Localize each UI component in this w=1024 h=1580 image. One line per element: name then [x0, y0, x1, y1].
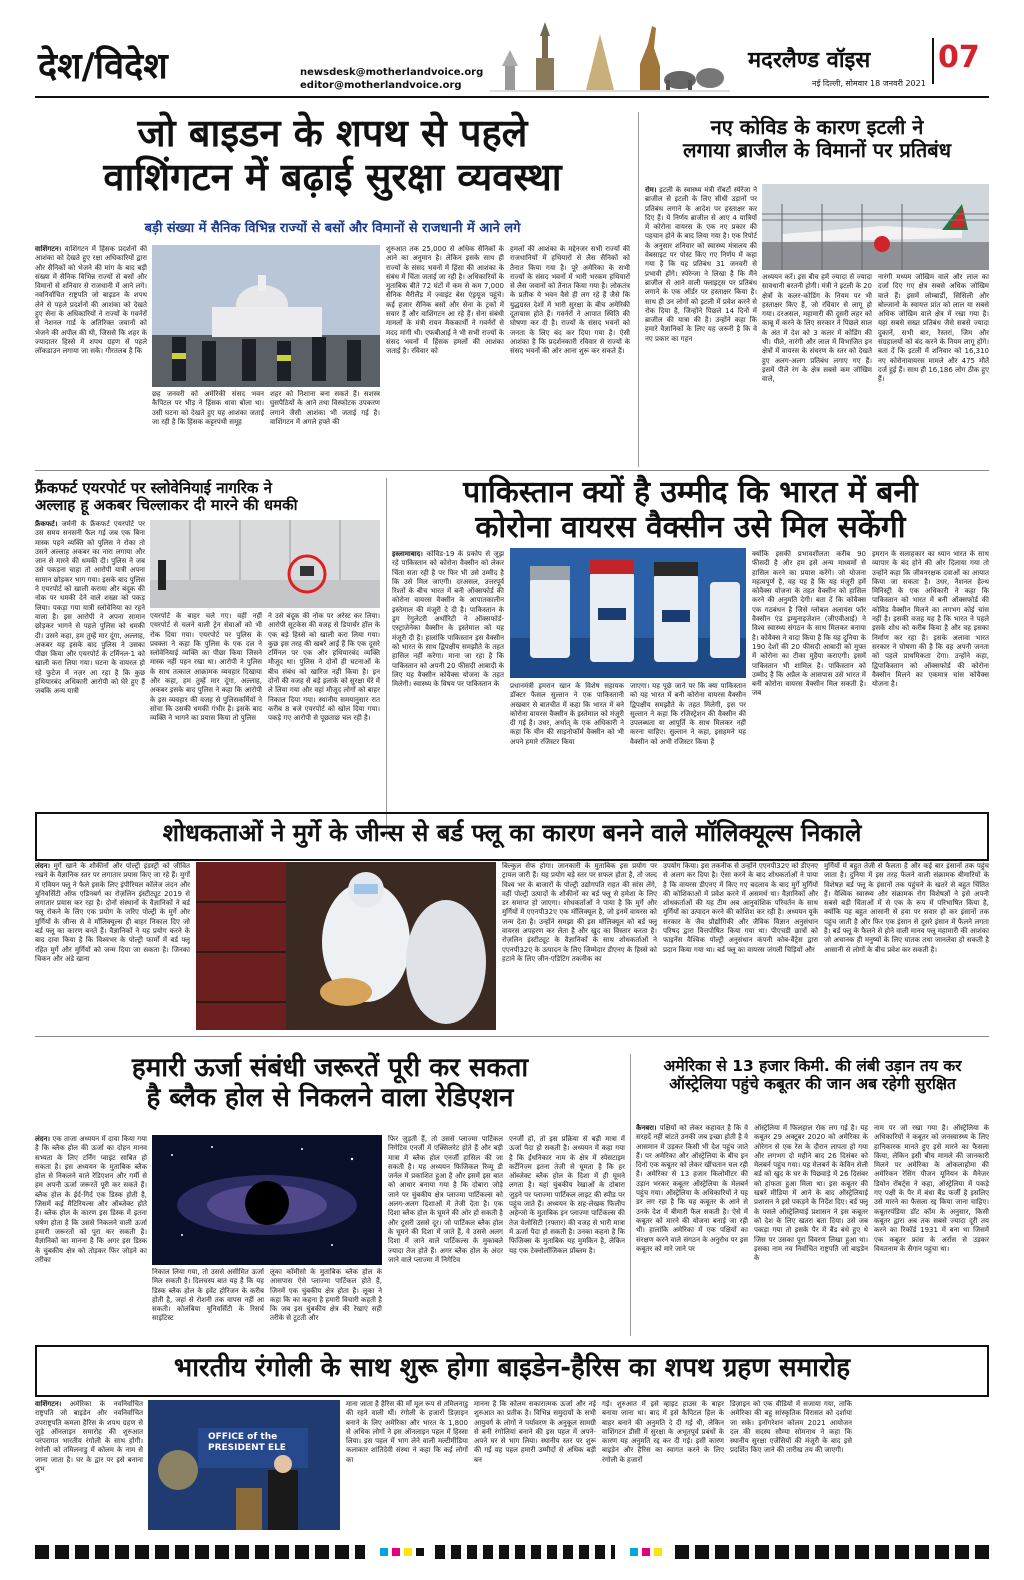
- story1-text-col2: छह जनवरी को अमेरिकी संसद भवन कैपिटल पर भीड़ ने हिंसक धावा बोला था। उसी घटना को देखते हुए यह आशंका जताई जा रही है कि हिंसक कट्टरपंथी समूह: [152, 390, 264, 426]
- section-title: देश/विदेश: [38, 46, 168, 87]
- story8-text-col3: मानना है कि कोलम सकारात्मक ऊर्जा और नई शुरुआत का प्रतीक है। विभिन्न समुदायों के सभी आयुवर्ग के लोगों ने पर्यावरण के अनुकूल सामग्री से बनी रंगोलियां बनाने की इस पहल में अपने-अपने घर से भाग लिया। स्थानीय स्तर पर शुरू की गई यह पहल हमारी उम्मीदों से अधिक बड़ी बन: [474, 1400, 596, 1464]
- story5-text-col1: लंदन। मुर्गे खाने के शौकीनों और पोल्ट्री इंडस्ट्री को जीवित रखने के वैज्ञानिक स्तर पर लगातार प्रयास किए जा रहे हैं। मुर्गों में एवियन फ्लू ने फैले इसके लिए इंपीरियल कॉलेज लंदन और यूनिवर्सिटी ऑफ एडिनबर्ग का रोज़लिन इंस्टीट्यूट 2019 से लगातार प्रयास कर रहा है। दोनों संस्थानों के वैज्ञानिकों ने बर्ड फ्लू रोकने के लिए एक प्रयोग के जरिए पोल्ट्री के मुर्गे और मुर्गियों के जीन्स से वे मॉलिक्यूल्स ही बाहर निकाल दिए जो बर्ड फ्लू का कारण बनते हैं। वैज्ञानिकों ने यह प्रयोग करने के बाद दावा किया है कि विश्वभर के पोल्ट्री फार्मों में बर्ड फ्लू रहित मुर्गे और मुर्गियों को जन्म दिया जा सकता है। जिनका चिकन और अंडे खाना: [35, 862, 190, 963]
- story1-text-col5: हमलों की आशंका के मद्देनजर सभी राज्यों की राजधानियों में हथियारों से लैस सैनिकों को तैनात किया गया है। पूरे अमेरिका के सभी राज्यों के संसद भवनों में भारी भरकम हथियारों से लैस जवानों को तैनात किया गया है। लोकतंत्र के प्रतीक ये भवन वैसे ही लग रहे हैं जैसे कि युद्धग्रस्त देशों में भारी सुरक्षा के बीच अमेरिकी दूतावास होते हैं। गवर्नरों ने आपात स्थिति की घोषणा कर दी है। राज्यों के संसद भवनों को जनता के लिए बंद कर दिया गया है। ऐसी आशंका है कि प्रदर्शनकारी रविवार से राज्यों के संसद भवनों की ओर आना शुरू कर सकते हैं।: [510, 245, 630, 356]
- section-rule: [35, 1036, 989, 1037]
- page-number: 07: [938, 40, 980, 75]
- header-rule: [35, 96, 989, 98]
- story6-headline[interactable]: हमारी ऊर्जा संबंधी जरूरतें पूरी कर सकता है ब्लैक होल से निकलने वाला रेडिएशन: [131, 1053, 529, 1113]
- print-color-bar: [35, 1545, 989, 1559]
- column-divider: [638, 112, 639, 467]
- story6-text-col1: लंदन। एक ताजा अध्ययन में दावा किया गया है कि ब्लैक होल की ऊर्जा का दोहन मानव सभ्यता के लिए टर्निंग प्वाइंट साबित हो सकता है। इस अध्ययन के मुताबिक ब्लैक होल से निकलने वाले रेडिएशन और गर्मी से हम अपनी ऊर्जा जरूरतें पूरी कर सकते हैं। ब्लैक होल के ईर्द-गिर्द एक डिस्क होती है, जिसमें कई मैटिरियल्स और ऑब्जेक्ट होते हैं। ब्लैक होल के कारण इस डिस्क में इतना घर्षण होता है कि उससे निकलने वाली ऊर्जा हमारी जरूरतों को पूरा कर सकती है। वैज्ञानिकों का मानना है कि अगर इस डिस्क के चुंबकीय क्षेत्र को तोड़कर फिर जोड़ने का तरीका: [35, 1135, 147, 1264]
- masthead: मदरलैण्ड वॉइस: [748, 48, 871, 73]
- story6-photo-blackhole: [152, 1135, 382, 1265]
- email-editor[interactable]: editor@motherlandvoice.org: [300, 80, 462, 91]
- story8-text-col2: माना जाता है हैरिस की माँ मूल रूप से तमिलनाडु की रहने वाली थीं। रंगोली के हजारों डिज़ाइन बनाने के लिए अमेरिका और भारत के 1,800 से अधिक लोगों ने इस ऑनलाइन पहल में हिस्सा लिया। इस पहल में भाग लेने वाली मल्टीमीडिया कलाकार शांतिदेवी संस्था ने कहा कि कई लोगों का: [346, 1400, 468, 1464]
- story7-text-col3: नाम पर जो रखा गया है। ऑस्ट्रेलिया के अधिकारियों ने कबूतर को जनस्वास्थ्य के लिए हानिकारक मानते हुए इसे मारने का फैसला किया, लेकिन इसी बीच मामले की जानकारी मिलने पर अमेरिका के ओकलाहोमा की अमेरिकन रेसिंग पीजन यूनियन के मैनेजर डियोन रॉबर्ट्स ने कहा, ऑस्ट्रेलिया में पकड़े गए पक्षी के पैर में बंधा बैंड फर्जी है इसलिए उसे मारने का फैसला रद्द किया जाना चाहिए। कबूतरपंडिया डॉट कॉम के अनुसार, किसी कबूतर द्वारा अब तक सबसे ज्यादा दूरी तय करने का रिकॉर्ड 1931 में बना था जिसमें एक कबूतर फ्रांस के अर्रास से उड़कर वियतनाम के सैगान पहुंचा था।: [874, 1124, 989, 1253]
- story6-text-col5: एनर्जी हो, तो इस प्रक्रिया से बड़ी मात्रा में ऊर्जा पैदा हो सकती है। अध्ययन में कहा गया है कि ईंधनिकार नाम के क्षेत्र में स्पेसटाइम कर्टेनिज्म इतना तेजी से घूमता है कि हर ऑब्जेक्ट ब्लैक होल के दिशा में ही घूमने लगता है। यहां चुंबकीय रेखाओं के दोबारा जुड़ने पर प्लाज्मा पार्टिकल लाइट की स्पीड पर पहुंच जाते हैं। अध्ययन के सह-लेखक फिलीप अहेन्जो के मुताबिक इन प्लाज्मा पार्टिकल्स की तेज वेलोसिटी (रफ्तार) की वजह से भारी मात्रा में ऊर्जा पैदा हो सकती है। उनका कहना है कि फिजिक्स के मुताबिक यह मुमकिन है, लेकिन यह एक टेक्नोलॉजिकल प्रॉब्लम है।: [509, 1135, 625, 1255]
- story5-photo-lab: [196, 862, 496, 1030]
- email-newsdesk[interactable]: newsdesk@motherlandvoice.org: [300, 67, 484, 78]
- edition-date: नई दिल्ली, सोमवार 18 जनवरी 2021: [812, 79, 926, 88]
- story2-text-col3: नारंगी मध्यम जोखिम वाले और लाल का दर्जा दिए गए क्षेत्र सबसे अधिक जोखिम वाले हैं। इसमें लोम्बार्डी, सिसिली और बोल्जानो के स्वायत्त प्रांत को लाल या सबसे अधिक जोखिम वाले क्षेत्र में रखा गया है। यहां सबसे सख्त प्रतिबंध जैसे सबसे ज्यादा दुकानें, सभी बार, रैस्तरां, जिम और संग्रहालयों को बंद करने के नियम लागू होंगे। बता दें कि इटली में शनिवार को 16,310 नए कोरोनावायरस मामले और 475 मौतें दर्ज हुई हैं। साथ ही 16,186 लोग ठीक हुए हैं।: [878, 273, 989, 384]
- story8-text-col1: वाशिंगटन। अमेरिका के नवनिर्वाचित राष्ट्रपति जो बाइडेन और नवनिर्वाचित उपराष्ट्रपति कमला हैरिस के शपथ ग्रहण से जुड़े ऑनलाइन समारोह की शुरुआत परंपरागत भारतीय रंगोली के साथ होगी। रंगोली को तमिलनाडु में कोलम के नाम से जाना जाता है। घर के द्वार पर इसे बनाना शुभ: [35, 1400, 143, 1474]
- story8-photo-press-event: [148, 1400, 340, 1530]
- story1-text-col1: वाशिंगटन। वाशिंगटन में हिंसक प्रदर्शनों की आशंका को देखते हुए रक्षा अधिकारियों द्वारा और सैनिकों को भेजने की मांग के बाद बड़ी संख्या में सैनिक विभिन्न राज्यों से बसों और विमानों से शनिवार से राजधानी में आने लगे। नवनिर्वाचित राष्ट्रपति जो बाइडन के शपथ लेने से पहले प्रदर्शनों की आशंका को देखते हुए सेना के अधिकारियों ने राज्यों के गवर्नरों से नेशनल गार्ड के अतिरिक्त जवानों को भेजने की अपील की थी, जिससे कि शहर के ज्यादातर हिस्से में शपथ ग्रहण से पहले लॉकडाउन लगाया जा सके। गौरतलब है कि: [35, 245, 147, 356]
- story4-photo-vaccine: [510, 548, 746, 678]
- story2-text-col2: अध्ययन करें। इस बीच हमें ज्यादा से ज्यादा सावधानी बरतनी होगी। मंत्री ने इटली के 20 क्षेत्रों के कलर-कोडिंग के नियम पर भी हस्ताक्षर किए हैं, जो रविवार से लागू हो गया। दरअसल, महामारी की दूसरी लहर को काबू में करने के लिए सरकार ने पिछले साल के अंत में देश को 3 कलर में कोडिंग की थी। पीले, नारंगी और लाल में विभाजित इन क्षेत्रों में वायरस के संचरण के स्तर को देखते हुए अलग-अलग प्रतिबंध लगाए गए हैं। इसमें पीले रंग के क्षेत्र सबसे कम जोखिम वाले,: [762, 273, 872, 384]
- story1-photo-capitol: [152, 245, 380, 387]
- story4-text-col5: इमरान के सलाहकार का ध्यान भारत के साथ व्यापार के बंद होने की ओर दिलाया गया तो उन्होंने कहा कि जीवनरक्षक दवाओं का आयात किया जा सकता है। उधर, नैशनल हेल्थ मिनिस्ट्री के एक अधिकारी ने कहा कि पाकिस्तान को भारत में बनी ऑक्सफोर्ड की कोविड वैक्सीन मिलने का लगभग कोई चांस नहीं है। इसकी वजह यह है कि भारत ने पहले इसके शोध को करीब किया है और वह इसका निर्माण कर रहा है। इसके अलावा भारत सरकार ने घोषणा की है कि वह अपनी जनता को पहले प्राथमिकता देगा। उन्होंने कहा, द्विपाकिस्तान को ऑक्सफोर्ड की कोरोना वैक्सीन मिलने का एकमात्र चांस कोवैक्स योजना है।: [872, 550, 989, 689]
- column-divider: [386, 478, 387, 840]
- story3-photo-airport: [150, 520, 380, 608]
- column-divider: [630, 1054, 631, 1336]
- story2-photo-airport: [762, 184, 989, 270]
- story4-text-col2: प्रधानमंत्री इमरान खान के विशेष सहायक डॉक्टर फैसल सुल्तान ने एक पाकिस्तानी अखबार से बातचीत में कहा कि भारत में बने कोरोना वायरस वैक्सीन के इस्तेमाल को मंजूरी दी गई है। उधर, अर्थात् के एक अधिकारी ने कहा कि चीन की साइनोफॉर्म वैक्सीन को भी अपने हमारे रजिस्टर किया: [510, 682, 624, 746]
- story4-text-col1: इस्लामाबाद। कोविड-19 के प्रकोप से जूझ रहे पाकिस्तान को कोरोना वैक्सीन को लेकर चिंता सता रही है पर फिर भी उसे उम्मीद है कि उसे मिल जाएगी। दरअसल, उत्तरपूर्व रिश्तों के बीच भारत में बनी ऑक्सफोर्ड की कोरोना वायरस वैक्सीन के आपातकालीन इस्तेमाल की मंजूरी दे दी है। पाकिस्तान के ड्रग रेगुलेटरी अथॉरिटी ने ऑक्सफोर्ड-एस्ट्राजेनेका वैक्सीन के इस्तेमाल को यह मंजूरी दी है। हालांकि पाकिस्तान इस वैक्सीन को भारत के साथ द्विपक्षीय समझौते के तहत हासिल नहीं करेगा। माना जा रहा है कि पाकिस्तान को अपनी 20 फीसदी आबादी के लिए यह वैक्सीन कोवैक्स योजना के तहत मिलेगी। स्वास्थ्य के विषय पर पाकिस्तान के: [392, 550, 504, 689]
- story1-headline[interactable]: जो बाइडन के शपथ से पहले वाशिंगटन में बढ़ाई सुरक्षा व्यवस्था: [103, 111, 562, 199]
- story2-headline[interactable]: नए कोविड के कारण इटली ने लगाया ब्राजील के विमानों पर प्रतिबंध: [682, 115, 952, 162]
- story7-headline[interactable]: अमेरिका से 13 हजार किमी. की लंबी उड़ान तय कर ऑस्ट्रेलिया पहुंचे कबूतर की जान अब रहेगी सुरक्षित: [663, 1057, 962, 1093]
- story3-headline[interactable]: फ्रैंकफर्ट एयरपोर्ट पर स्लोवेनियाई नागरिक ने अल्लाह हू अकबर चिल्लाकर दी मारने की धमकी: [35, 479, 298, 515]
- story6-text-col3: लूका कॉमीसो के मुताबिक ब्लैक होल के आसपास ऐसे प्लाज्मा पार्टिकल होते हैं, जिनमें एक चुंबकीय क्षेत्र होता है। लूका ने कहा कि का कहना है हमारी विचारी कहती है कि जब इस चुंबकीय क्षेत्र की रेखाएं सही तरीके से टूटती और: [270, 1268, 382, 1323]
- story3-text-col2: एयरपोर्ट के बाहर चले गए। वहीं नहीं एयरपोर्ट से चलने वाली ट्रेन सेवाओं को भी रोक दिया गया। एयरपोर्ट पर पुलिस के प्रवक्ता ने कहा कि पुलिस के एक दल ने स्लोवेनियाई व्यक्ति का पीछा किया जिसने मास्क नहीं पहन रखा था। आरोपी ने पुलिस के साथ तत्काल आक्रामक व्यवहार दिखाया और कहा, हम तुम्हें मार दूंगा, अल्लाह, अकबर इसके बाद पुलिस ने कहा कि आरोपी के इस व्यवहार की वजह से पुलिसकर्मियों ने सोचा कि उसकी धमकी गंभीर है। इसके बाद व्यक्ति ने भागने का प्रयास किया तो पुलिस: [150, 612, 262, 723]
- story3-text-col3: ने उसे बंदूक की नोक पर अरेस्ट कर लिया। आरोपी सूटकेस की वजह से डिपार्चर हॉल के एक बड़े हिस्से को खाली करा लिया गया। कुछ इस तरह की खबरें आईं हैं कि एक दूसरे टर्मिनल पर एक और हथियारबंद व्यक्ति मौजूद था। पुलिस ने दोनों ही घटनाओं के बीच संबंध को खारिज नहीं किया है। इन दोनों की वजह से बड़े इलाके को सुरक्षा घेरे में ले लिया गया और वहां मौजूद लोगों को बाहर निकाल दिया गया। स्थानीय समयानुसार रात करीब 8 बजे एयरपोर्ट को खोल दिया गया। पकड़े गए आरोपी से पूछताछ चल रही है।: [268, 612, 380, 723]
- story4-text-col3: जाएगा। यह पूछे जाने पर कि क्या पाकिस्तान को यह भारत में बनी कोरोना वायरस वैक्सीन द्विपक्षीय समझौते के तहत मिलेगी, इस पर सुल्तान ने कहा कि रजिस्ट्रेशन की वैक्सीन की उपलब्धता या आपूर्ति के साथ मिलकर नहीं करना चाहिए। सुल्तान ने कहा, इसहमने यह वैक्सीन को अभी रजिस्टर किया है: [630, 682, 746, 746]
- story8-text-col4: गई। शुरुआत में इसे व्हाइट हाउस के बाहर बनाया जाना था। बाद में इसे कैपिटल हिल के बाहर बनाने की अनुमति दे दी गई थी, लेकिन वाशिंगटन डीसी में सुरक्षा के अभूतपूर्व प्रबंधों के कारण यह अनुमति रद्द कर दी गई। इसी कारण बाइडेन और हैरिस का स्वागत करने के लिए रंगोली के हजारों: [602, 1400, 724, 1464]
- story5-text-col4: मुर्गियों में बहुत तेजी से फैलता है और कई बार इंसानों तक पहुंच जाता है। दुनिया में इस तरह फैलने वाली संक्रामक बीमारियों के विशेषज्ञ बर्ड फ्लू के इंसानों तक पहुंचने के खतरे से बहुत चिंतित हैं। वैश्विक स्वास्थ्य और संक्रामक रोग विशेषज्ञों ने इसे अपनी सबसे बड़ी चिंताओं में से एक के रूप में परिभाषित किया है, क्योंकि यह बहुत आसानी से हवा पर सवार हो कर इंसानों तक पहुंच जाती है और फिर एक इंसान से दूसरे इंसान में फैलने लगता है। बर्ड फ्लू के फैलने से होने वाली मानव फ्लू महामारी की आशंका जो अचानक ही मनुष्यों के लिए घातक तथा जानलेवा हो सकती है आसानी से लोगों के बीच प्रवेश कर सकती है।: [824, 862, 989, 954]
- story5-text-col3: उपयोग किया। इस तकनीक से उन्होंने एएनपी32ए को डीएनए से अलग कर दिया है। ऐसा करने के बाद शोधकर्ताओं ने पाया है कि वायरस डीएनए में किए गए बदलाव के बाद मुर्गे मुर्गियों की कोशिकाओं में प्रवेश करने में असमर्थ था। वैज्ञानिकों और शोधकर्ताओं की यह टीम अब आनुवांशिक परिवर्तन के साथ मुर्गियों का उत्पादन करने की कोशिश कर रही है। अध्ययन यूके सरकार के जैव प्रौद्योगिकी और जैविक विज्ञान अनुसंधान परिषद द्वारा वित्तपोषित किया गया था। पीएचडी छात्रों को फाइनेंस वैश्विक पोल्ट्री अनुसंधान कंपनी कोब-वैंट्रेस द्वारा प्रदान किया गया था। बर्ड फ्लू का वायरस जंगली चिड़ियों और: [663, 862, 818, 954]
- story6-text-col4: फिर जुड़ती हैं, तो उससे प्लाज्मा पार्टिकल निगेटिव एनर्जी में एक्सिलरेट होते हैं और बड़ी मात्रा में ब्लैक होल एनर्जी हासिल की जा सकती है। यह अध्ययन फिजिकल रिव्यू डी जर्नल में प्रकाशित हुआ है और इसमें इस बात को आधार बनाया गया है कि दोबारा जोड़े जाने पर चुंबकीय क्षेत्र प्लाज्मा पार्टिकल्स को अलग-अलग दिशाओं में तेजी देता है। एक दिशा ब्लैक होल के घूमने की ओर हो सकती है और दूसरी उससे दूर। जो पार्टिकल ब्लैक होल के घूमने की दिशा में जाते हैं, वे उससे अलग दिशा में जाने वाले पार्टिकल्स के मुकाबले ज्यादा तेज होते हैं। अगर ब्लैक होल के अंदर जाने वाले प्लाज्मा में निगेटिव: [388, 1135, 503, 1264]
- story1-subhead: बड़ी संख्या में सैनिक विभिन्न राज्यों से बसों और विमानों से राजधानी में आने लगे: [144, 221, 521, 236]
- contact-emails: [300, 66, 483, 92]
- story3-text-col1: फ्रैंकफर्ट। जर्मनी के फ्रैंकफर्ट एयरपोर्ट पर उस समय सनसनी फैल गई जब एक बिना मास्क पहने व्यक्ति को पुलिस ने रोका तो उसने अल्लाह अकबर का नारा लगाया और जान से मारने की धमकी दी। पुलिस ने जब उसे पकड़ना चाहा तो आरोपी यात्री अपना सामान छोड़कर भाग गया। इसके बाद पुलिस ने एयरपोर्ट को खाली कराया और बंदूक की नोक पर धमकी देने वाले शख्स को पकड़ लिया। पकड़ा गया यात्री स्लोवेनिया का रहने वाला है। इस आरोपी ने अपना सामान छोड़कर भागने से पहले पुलिस को धमकी दी। उसने कहा, हम तुम्हें मार दूंगा, अल्लाह, अकबर यह इसके बाद पुलिस ने उसका पीछा किया और एयरपोर्ट के टर्मिनल-1 को खाली करा लिया गया। घटना के वायरल हो रहे फुटेज में नज़र आ रहा है कि कुछ हथियारबंद अधिकारी आरोपी को घेरे हुए हैं जबकि अन्य यात्री: [35, 520, 145, 696]
- story8-text-col5: डिज़ाइन को एक वीडियो में सजाया गया, ताकि अमेरिका की बहु सांस्कृतिक विरासत को दर्शाया जा सके। इनॉगरेशन कोलम 2021 आयोजन दल की सदस्य सौम्या सोमनाथ ने कहा कि स्थानीय सुरक्षा एजेंसियों की मंजूरी के बाद इसे प्रदर्शित किए जाने की तारीख तय की जाएगी।: [730, 1400, 852, 1455]
- story4-headline[interactable]: पाकिस्तान क्यों है उम्मीद कि भारत में बनी कोरोना वायरस वैक्सीन उसे मिल सकेंगी: [463, 475, 918, 545]
- story6-text-col2: निकाल लिया गया, तो उससे असीमित ऊर्जा मिल सकती है। दिलचस्प बात यह है कि यह डिस्क ब्लैक होल के इवेंट होरिजन के करीब होती है, जहां से रोशनी तक वापस नहीं आ सकती। कोलंबिया यूनिवर्सिटी के रिसर्च साइंटिस्ट: [152, 1268, 264, 1323]
- story4-text-col4: क्योंकि इसकी प्रभावशीलता करीब 90 फीसदी है और हम इसे अन्य माध्यमों से हासिल करने का प्रयास करेंगे। जो योजना महत्वपूर्ण है, वह यह है कि यह मंजूरी हमें कोवैक्स योजना के तहत वैक्सीन को हासिल करने की अनुमति देगी। बता दें कि कोवैक्स एक गठबंधन है जिसे ग्लोबल अलायंस फॉर वैक्सीन एंड इम्युनाइजेशन (जीएवीआई) ने विश्व स्वास्थ्य संगठन के साथ मिलकर बनाया है। कोवैक्स ने वादा किया है कि यह दुनिया के 190 देशों की 20 फीसदी आबादी को मुफ्त में कोरोना का टीका मुहैया कराएगी। इसमें पाकिस्तान भी शामिल है। पाकिस्तान को उम्मीद है कि अप्रैल के आसपास उसे भारत में बनी कोरोना वायरस वैक्सीन मिल सकती है। जब: [752, 550, 866, 698]
- story1-text-col4: शुरुआत तक 25,000 से अधिक सैनिकों के आने का अनुमान है। लेकिन इसके साथ ही राज्यों के संसद भवनों में हिंसा की आशंका के संबंध में चिंता जताई जा रही है। अधिकारियों के मुताबिक बीते 72 घंटों में कम से कम 7,000 सैनिक मैरीलैंड में ज्वाइंट बेस एंड्रयूज पहुंचे। कई हजार सैनिक बसों और सेना के ट्रकों में सवार हैं और वाशिंगटन आ रहे हैं। सेना संबंधी मामलों के मंत्री रायन मैककार्थी ने गवर्नरों से मदद मांगी थी। एफबीआई ने भी सभी राज्यों के संसद भवनों में हिंसक हमलों की आशंका जताई है। रविवार को: [386, 245, 504, 356]
- story8-headline[interactable]: भारतीय रंगोली के साथ शुरू होगा बाइडेन-हैरिस का शपथ ग्रहण समारोह: [173, 1353, 851, 1383]
- masthead-divider: [932, 38, 934, 84]
- section-rule: [35, 470, 989, 471]
- story5-text-col2: बिल्कुल सेफ होगा। जानकारी के मुताबिक इस प्रयोग पर ट्रायल जारी हैं। यह प्रयोग बड़े स्तर पर सफल होता है, तो जल्द विश्व भर के बाजारों के पोल्ट्री उद्योगपति राहत की सांस लेंगे, वहीं पोल्ट्री उत्पादों के शौकीनों का बर्ड फ्लू से हमेशा के लिए डर समाप्त हो जाएगा। शोधकर्ताओं ने पाया है कि मुर्गे और मुर्गियों में एएनपी32ए एक मॉलिक्यूल है, जो इनमें वायरस को जन्म देता है। उन्होंने समझा की इस मॉलिक्यूल को बर्ड फ्लू वायरस अपहरण कर लेता है और खुद का विस्तार करता है। रोज़लिन इंस्टीट्यूट के वैज्ञानिकों के साथ शोधकर्ताओं ने एएनपी32ए के उत्पादन के लिए जिम्मेदार डीएनए के हिस्से को हटाने के लिए जीन-एडिटिंग तकनीक का: [502, 862, 657, 963]
- story7-text-col2: ऑस्ट्रेलिया में फिलहाल रोक लग गई है। यह कबूतर 29 अक्टूबर 2020 को अमेरिका के ओरेगन से एक रेस के दौरान लापता हो गया और लगभग दो महीने बाद 26 दिसंबर को मेलबर्न पहुंच गया। यह मेलबर्न के केविन सेली बर्ड को खुद के घर के पिछवाड़े में 26 दिसंबर को हांफता हुआ मिला था। इस कबूतर की खबरें मीडिया में आने के बाद ऑस्ट्रेलियाई प्रशासन ने इसे पकड़ने के निर्देश दिए। बर्ड फ्लू के पसले ऑस्ट्रेलियाई प्रशासन ने इस कबूतर को देश के लिए खतरा बता दिया। उसे जब पकड़ा गया तो इसके पैर में बैंड बंधे हुए थे जिस पर उसका पूरा विवरण लिखा हुआ था। इसका नाम नव निर्वाचित राष्ट्रपति जो बाइडेन के: [754, 1124, 868, 1263]
- story2-text-col1: रोम। इटली के स्वास्थ्य मंत्री रॉबर्टो स्पेरेंजा ने ब्राजील से इटली के लिए सीधी उड़ानों पर प्रतिबंध लगाने के आदेश पर हस्ताक्षर कर दिए हैं। ये निर्णय ब्राजील से आए 4 यात्रियों में कोरोना वायरस के एक नए प्रकार की पहचान होने के बाद लिया गया है। एक रिपोर्ट के अनुसार शनिवार को स्वास्थ्य मंत्रालय की वेबसाइट पर पोस्ट किए गए निर्णय में कहा गया है कि यह प्रतिबंध 31 जनवरी से प्रभावी होंगे। स्पेरेन्जा ने लिखा है कि मैंने ब्राजील से आने वाली फ्लाइट्स पर प्रतिबंध लगाने के एक ऑर्डर पर हस्ताक्षर किया है। साथ ही उन लोगों को इटली में प्रवेश करने से रोक दिया है, जिन्होंने पिछले 14 दिनों में ब्राजील की यात्रा की है। उन्होंने कहा कि हमारे वैज्ञानिकों के लिए यह जरूरी है कि वे नए प्रकार का गहन: [645, 186, 757, 343]
- landmarks-illustration: [490, 14, 730, 94]
- story5-headline[interactable]: शोधकताओं ने मुर्गे के जीन्स से बर्ड फ्लू का कारण बनने वाले मॉलिक्यूल्स निकाले: [162, 819, 862, 847]
- story1-text-col3: शहर को निशाना बना सकते हैं। सशस्त्र घुसपैठियों के आने तथा विस्फोटक उपकरण लगाने जैसी आशंका भी जताई गई है। वाशिंगटन में अगले हफ्ते की: [270, 390, 380, 426]
- story8-photo-caption: OFFICE of the PRESIDENT ELE: [208, 1432, 286, 1453]
- story7-text-col1: कैनबरा। पक्षियों को लेकर कहावत है कि वे सरहदें नहीं बांटते उनकी जब इच्छा होती है वे आसमान में उड़कर किसी भी देश पहुंच जाते हैं। पर अमेरिका और ऑस्ट्रेलिया के बीच इन दिनों एक कबूतर को लेकर खींचतान चल रही है। अमेरिका से 13 हजार किलोमीटर की उड़ान भरकर कबूतर ऑस्ट्रेलिया के मेलबर्न पहुंच गया। ऑस्ट्रेलिया के अधिकारियों ने यह डर लग रहा है कि यह कबूतर के आने से उनके देश में बीमारी फैल सकती है। ऐसे में कबूतर को मारने की योजना बनाई जा रही थी। हालांकि अमेरिका में एक पक्षियों का संरक्षण करने वाले संगठन के अनुरोध पर इस कबूतर को मारे जाने पर: [636, 1124, 748, 1253]
